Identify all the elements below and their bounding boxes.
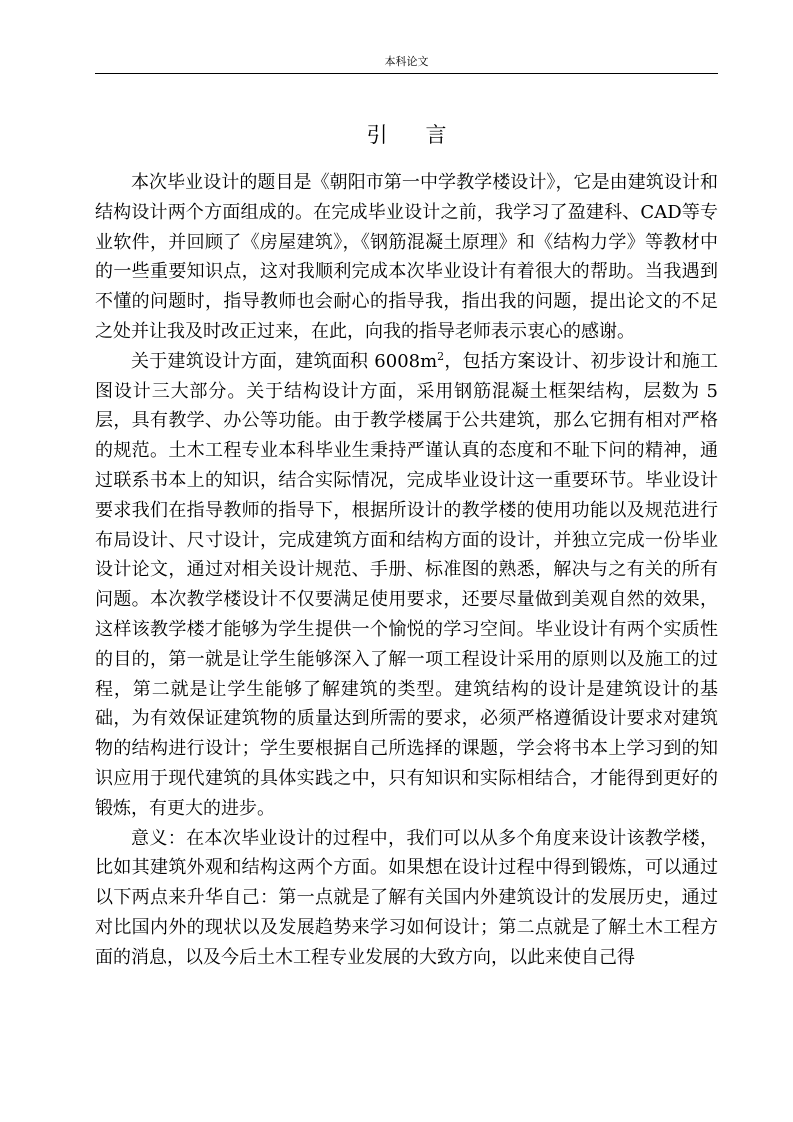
area-unit-exponent: 2 — [437, 349, 445, 363]
header-rule — [95, 73, 718, 74]
paragraph-2-lead: 关于建筑设计方面，建筑面积 6008m — [131, 350, 438, 372]
section-title: 引言 — [366, 123, 485, 147]
paragraph-3: 意义：在本次毕业设计的过程中，我们可以从多个角度来设计该教学楼，比如其建筑外观和结构这两个方面。如果想在设计过程中得到锻炼，可以通过以下两点来升华自己：第一点就是了解有关国内外建筑设计的发展历史，通过对比国内外的现状以及发展趋势来学习如何设计；第二点就是了解土木工程方面的消息，以及今后土木工程专业发展的大致方向，以此来使自己得 — [95, 827, 718, 968]
paragraph-2-rest: ，包括方案设计、初步设计和施工图设计三大部分。关于结构设计方面，采用钢筋混凝土框架结构，层数为 5 层，具有教学、办公等功能。由于教学楼属于公共建筑，那么它拥有相对严格的规范。土木工程专业本科毕业生秉持严谨认真的态度和不耻下问的精神，通过联系书本上的知识，结合实际情况，完成毕业设计这一重要环节。毕业设计要求我们在指导教师的指导下，根据所设计的教学楼的使用功能以及规范进行布局设计、尺寸设计，完成建筑方面和结构方面的设计，并独立完成一份毕业设计论文，通过对相关设计规范、手册、标准图的熟悉，解决与之有关的所有问题。本次教学楼设计不仅要满足使用要求，还要尽量做到美观自然的效果，这样该教学楼才能够为学生提供一个愉悦的学习空间。毕业设计有两个实质性的目的，第一就是让学生能够深入了解一项工程设计采用的原则以及施工的过程，第二就是让学生能够了解建筑的类型。建筑结构的设计是建筑设计的基础，为有效保证建筑物的质量达到所需的要求，必须严格遵循设计要求对建筑物的结构进行设计；学生要根据自己所选择的课题，学会将书本上学习到的知识应用于现代建筑的具体实践之中，只有知识和实际相结合，才能得到更好的锻炼，有更大的进步。 — [95, 350, 718, 819]
paragraph-2 — [95, 347, 718, 824]
body-text — [95, 168, 718, 973]
paragraph-1: 本次毕业设计的题目是《朝阳市第一中学教学楼设计》，它是由建筑设计和结构设计两个方面组成的。在完成毕业设计之前，我学习了盈建科、CAD等专业软件，并回顾了《房屋建筑》，《钢筋混凝土原理》和《结构力学》等教材中的一些重要知识点，这对我顺利完成本次毕业设计有着很大的帮助。当我遇到不懂的问题时，指导教师也会耐心的指导我，指出我的问题，提出论文的不足之处并让我及时改正过来，在此，向我的指导老师表示衷心的感谢。 — [95, 172, 718, 342]
running-header: 本科论文 — [384, 55, 429, 68]
